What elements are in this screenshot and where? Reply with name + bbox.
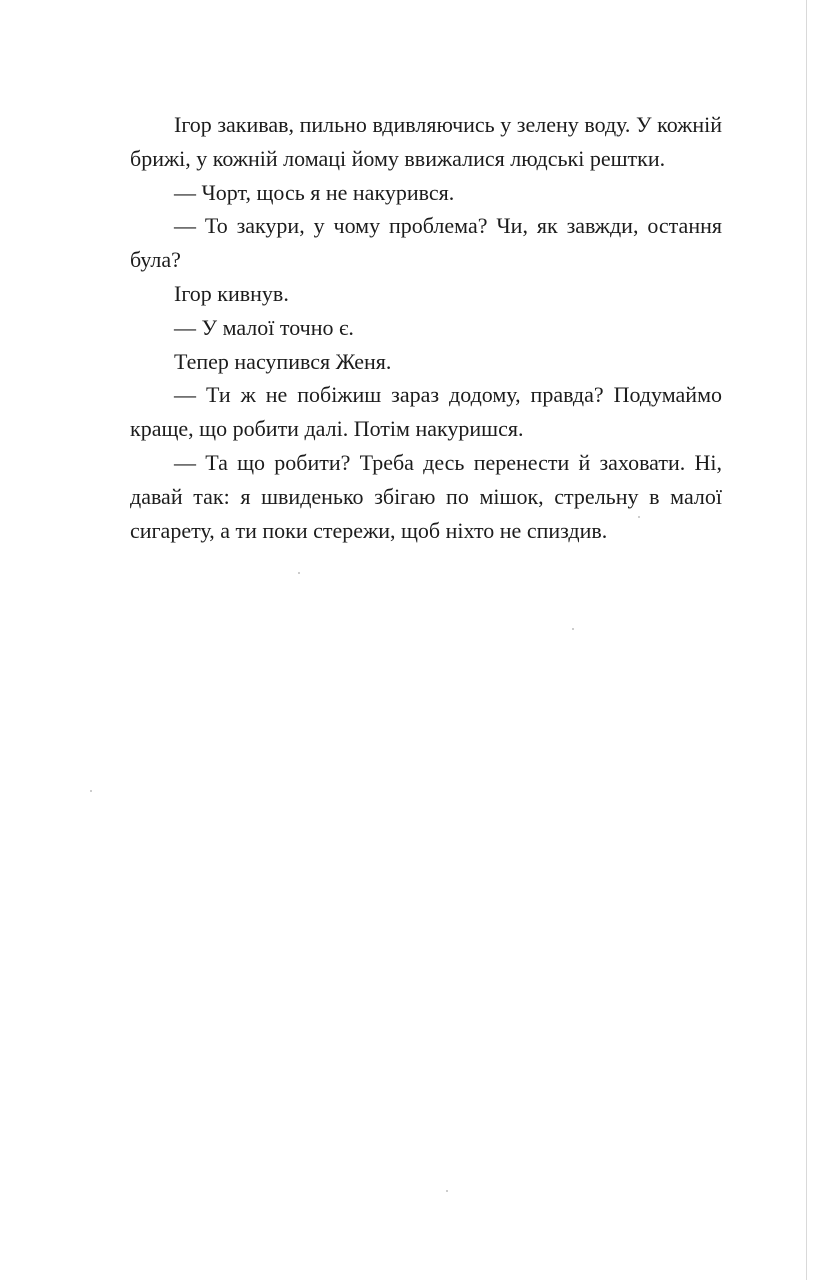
body-text [130,108,722,547]
paragraph-2: — Чорт, щось я не накурився. [174,179,455,205]
paragraph-8: — Та що робити? Треба десь перенести й заховати. Ні, давай так: я швиденько збігаю по мішок, стрельну в малої сигарету, а ти поки стережи, щоб ніхто не спиздив. [130,449,722,543]
paragraph-4: Ігор кивнув. [174,280,289,306]
scan-speck [446,1190,448,1192]
paragraph-7: — Ти ж не побіжиш зараз додому, правда? Подумаймо краще, що робити далі. Потім накуришся. [130,382,722,442]
page-edge-line [806,0,807,1280]
scan-speck [90,790,92,792]
paragraph-6: Тепер насупився Женя. [174,348,392,374]
paragraph-5: — У малої точно є. [174,314,354,340]
paragraph-1: Ігор закивав, пильно вдивляючись у зелену воду. У кожній брижі, у кожній ломаці йому ввижалися людські рештки. [130,112,722,171]
paragraph-3: — То закури, у чому проблема? Чи, як завжди, остання була? [130,213,722,273]
scan-speck [572,628,574,630]
scan-speck [298,572,300,574]
scan-speck [638,516,640,518]
